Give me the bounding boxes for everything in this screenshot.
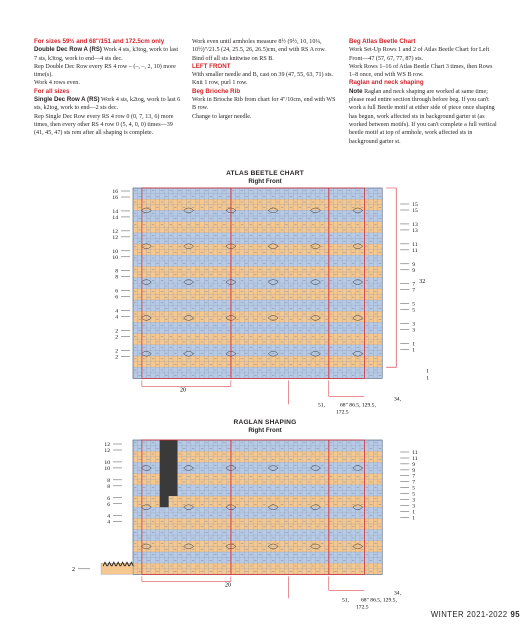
row-number: 14 <box>112 208 118 215</box>
row-number: 6 <box>115 288 118 295</box>
section-heading: For sizes 59½ and 68"/151 and 172.5cm only <box>34 38 165 45</box>
atlas-beetle-chart <box>0 184 530 416</box>
row-number: 9 <box>412 461 415 468</box>
row-number: 9 <box>412 261 415 268</box>
left-row-numbers <box>78 442 122 569</box>
row-number: 2 <box>115 354 118 361</box>
row-number: 12 <box>104 448 110 454</box>
row-number: 1 <box>426 375 429 382</box>
paragraph: Bind off all sts knitwise on RS B. <box>192 55 274 62</box>
row-number: 10 <box>112 248 118 255</box>
row-number: 7 <box>412 479 415 486</box>
row-number: 16 <box>112 189 118 195</box>
chart-grid <box>133 188 396 404</box>
row-number: 1 <box>426 368 429 375</box>
paragraph: Work in Brioche Rib from chart for 4"/10cm, end with WS B row. <box>192 97 336 112</box>
repeat-label: 20 <box>180 387 186 394</box>
no-stitch-block <box>160 496 169 507</box>
size-label: 34, <box>394 590 401 597</box>
section-heading: LEFT FRONT <box>192 62 231 70</box>
row-number: 11 <box>412 241 418 248</box>
paragraph: Work even until armholes measure 8½ (9½, 10, 10¼, 10½)"/21.5 (24, 25.5, 26, 26.5)cm, end with RS A row. <box>192 39 326 54</box>
size-label: 68" 86.5, 129.5, <box>340 402 376 409</box>
side-row-count: 32 <box>419 279 426 286</box>
repeat-label: 20 <box>225 582 231 589</box>
setup-row-numbers <box>426 368 429 381</box>
row-number: 11 <box>412 456 418 462</box>
row-number: 15 <box>412 202 418 208</box>
row-number: 3 <box>412 503 415 510</box>
paragraph: Note Raglan and neck shaping are worked at same time; please read entire section through before beg. If you can't work a full Beetle motif at either side of piece once shaping has begun, work affected sts in background garter st (as worked between motifs). If you can't complete a full vertical beetle motif at top of armhole, work affected sts in background garter st. <box>349 87 497 145</box>
paragraph: Rep Double Dec Row every RS 4 row – (–, –, 2, 10) more time(s). <box>34 63 176 79</box>
repeat-bracket <box>142 380 231 386</box>
size-label: 51, <box>318 402 325 409</box>
row-number: 11 <box>412 450 418 456</box>
text-column-1 <box>34 38 182 138</box>
row-number: 9 <box>412 467 415 474</box>
row-number: 4 <box>115 314 118 321</box>
row-number: 2 <box>115 334 118 341</box>
paragraph: Work Rows 1–16 of Atlas Beetle Chart 3 times, then Rows 1–8 once, end with WS B row. <box>349 63 493 79</box>
row-number: 12 <box>104 442 110 448</box>
row-number: 4 <box>107 513 110 520</box>
row-number: 1 <box>412 515 415 522</box>
row-number: 10 <box>104 459 110 466</box>
chart-grid <box>101 440 382 598</box>
section-heading: Beg Atlas Beetle Chart <box>349 38 416 45</box>
row-number: 3 <box>412 321 415 328</box>
left-row-numbers <box>112 189 130 360</box>
row-number: 13 <box>412 221 418 228</box>
right-row-numbers <box>400 450 418 521</box>
no-stitch-block <box>160 440 178 496</box>
paragraph: Work Set-Up Rows 1 and 2 of Atlas Beetle Chart for Left Front—47 (57, 67, 77, 87) sts. <box>349 47 490 62</box>
row-number: 12 <box>112 228 118 235</box>
row-number: 6 <box>107 501 110 508</box>
row-number: 5 <box>412 301 415 308</box>
repeat-bracket <box>386 188 396 367</box>
row-number: 5 <box>412 491 415 498</box>
row-number: 14 <box>112 214 118 221</box>
size-bracket <box>289 380 365 404</box>
issue-label: WINTER 2021-2022 <box>430 610 508 619</box>
row-number: 1 <box>412 509 415 516</box>
chart-subtitle: Right Front <box>248 178 282 185</box>
paragraph: Single Dec Row A (RS) Work 4 sts, k2tog, work to last 6 sts, k2tog, work to end—2 sts dec. <box>34 96 181 112</box>
chart-subtitle: Right Front <box>248 427 282 434</box>
size-label: 34, <box>394 396 401 403</box>
row-number: 3 <box>412 327 415 334</box>
size-label: 51, <box>342 597 349 604</box>
row-number: 6 <box>107 495 110 502</box>
chart-title: ATLAS BEETLE CHART <box>226 170 304 177</box>
row-number: 10 <box>112 254 118 261</box>
paragraph: Knit 1 row, purl 1 row. <box>192 80 248 87</box>
row-number: 16 <box>112 195 118 201</box>
row-number: 6 <box>115 294 118 301</box>
size-label: 172.5 <box>356 604 369 611</box>
row-number: 2 <box>72 566 75 573</box>
right-row-numbers <box>400 202 418 354</box>
size-label: 172.5 <box>336 409 349 416</box>
paragraph: Work 4 rows even. <box>34 80 80 87</box>
row-number: 7 <box>412 473 415 480</box>
paragraph: With smaller needle and B, cast on 39 (47, 55, 63, 71) sts. <box>192 72 334 79</box>
raglan-shaping-chart <box>0 434 530 611</box>
section-heading: Raglan and neck shaping <box>349 79 424 87</box>
text-column-3 <box>349 38 497 146</box>
row-number: 7 <box>412 287 415 294</box>
paragraph: Change to larger needle. <box>192 113 252 120</box>
row-number: 7 <box>412 281 415 288</box>
row-number: 4 <box>107 519 110 526</box>
row-number: 1 <box>412 341 415 348</box>
row-number: 5 <box>412 485 415 492</box>
size-label: 68" 86.5, 129.5, <box>361 597 397 604</box>
section-heading: For all sizes <box>34 87 70 95</box>
row-number: 8 <box>115 274 118 281</box>
row-number: 3 <box>412 497 415 504</box>
row-number: 8 <box>115 268 118 275</box>
row-number: 2 <box>115 328 118 335</box>
row-number: 9 <box>412 267 415 274</box>
row-number: 13 <box>412 227 418 234</box>
section-heading: Beg Brioche Rib <box>192 87 241 95</box>
repeat-bracket <box>142 576 231 581</box>
paragraph: Double Dec Row A (RS) Work 4 sts, k3tog, work to last 7 sts, k3tog, work to end—4 sts dec. <box>34 46 179 62</box>
chart-title: RAGLAN SHAPING <box>233 419 297 426</box>
row-number: 8 <box>107 483 110 490</box>
row-number: 12 <box>112 234 118 241</box>
row-number: 11 <box>412 247 418 254</box>
row-number: 8 <box>107 477 110 484</box>
size-bracket <box>289 576 365 598</box>
row-number: 1 <box>412 347 415 354</box>
paragraph: Rep Single Dec Row every RS 4 row 0 (0, 7, 13, 6) more times, then every other RS 4 row 0 (5, 4, 0, 0) times—39 (41, 45, 47) sts rem after all shaping is complete. <box>34 113 174 137</box>
page-number: 95 <box>510 610 520 619</box>
row-number: 15 <box>412 208 418 214</box>
row-number: 10 <box>104 465 110 472</box>
row-number: 2 <box>115 348 118 355</box>
row-number: 5 <box>412 307 415 314</box>
text-column-2 <box>192 38 340 121</box>
page-footer <box>431 610 520 619</box>
row-number: 4 <box>115 308 118 315</box>
